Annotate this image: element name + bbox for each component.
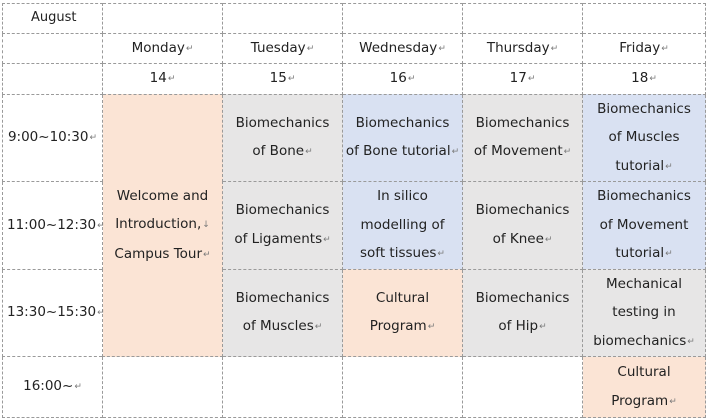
event-mechanical-testing: Mechanical testing in biomechanics↵ (583, 269, 706, 357)
empty-cell (3, 64, 103, 95)
time-label-slot-4: 16:00~↵ (3, 357, 103, 418)
event-biomechanics-of-movement-tutorial: Biomechanics of Movement tutorial↵ (583, 182, 706, 270)
event-cultural-program-friday: Cultural Program↵ (583, 357, 706, 418)
day-name-thursday: Thursday↵ (463, 33, 583, 64)
timeslot-row (3, 357, 706, 418)
timeslot-row (3, 94, 706, 182)
event-cultural-program-wednesday: Cultural Program↵ (343, 269, 463, 357)
event-biomechanics-of-bone: Biomechanics of Bone↵ (223, 94, 343, 182)
event-biomechanics-of-knee: Biomechanics of Knee↵ (463, 182, 583, 270)
time-label-slot-3: 13:30~15:30↵ (3, 269, 103, 357)
event-biomechanics-of-muscles: Biomechanics of Muscles↵ (223, 269, 343, 357)
empty-cell (103, 357, 223, 418)
empty-cell (343, 4, 463, 34)
date-tuesday: 15↵ (223, 64, 343, 95)
date-thursday: 17↵ (463, 64, 583, 95)
empty-cell (3, 33, 103, 64)
time-label-slot-1: 9:00~10:30↵ (3, 94, 103, 182)
day-name-wednesday: Wednesday↵ (343, 33, 463, 64)
day-name-tuesday: Tuesday↵ (223, 33, 343, 64)
time-label-slot-2: 11:00~12:30↵ (3, 182, 103, 270)
schedule-table (2, 3, 706, 418)
event-in-silico-modelling: In silico modelling of soft tissues↵ (343, 182, 463, 270)
month-row (3, 4, 706, 34)
empty-cell (223, 357, 343, 418)
day-name-monday: Monday↵ (103, 33, 223, 64)
empty-cell (103, 4, 223, 34)
event-biomechanics-of-ligaments: Biomechanics of Ligaments↵ (223, 182, 343, 270)
event-welcome-introduction-campus-tour: Welcome and Introduction,↓ Campus Tour↵ (103, 94, 223, 357)
month-label: August (31, 10, 77, 25)
month-cell (3, 4, 103, 34)
date-friday: 18↵ (583, 64, 706, 95)
empty-cell (343, 357, 463, 418)
empty-cell (463, 4, 583, 34)
empty-cell (583, 4, 706, 34)
date-row (3, 64, 706, 95)
empty-cell (223, 4, 343, 34)
event-biomechanics-of-hip: Biomechanics of Hip↵ (463, 269, 583, 357)
event-biomechanics-of-movement: Biomechanics of Movement↵ (463, 94, 583, 182)
event-biomechanics-of-bone-tutorial: Biomechanics of Bone tutorial↵ (343, 94, 463, 182)
empty-cell (463, 357, 583, 418)
date-wednesday: 16↵ (343, 64, 463, 95)
day-name-row (3, 33, 706, 64)
day-name-friday: Friday↵ (583, 33, 706, 64)
event-biomechanics-of-muscles-tutorial: Biomechanics of Muscles tutorial↵ (583, 94, 706, 182)
date-monday: 14↵ (103, 64, 223, 95)
